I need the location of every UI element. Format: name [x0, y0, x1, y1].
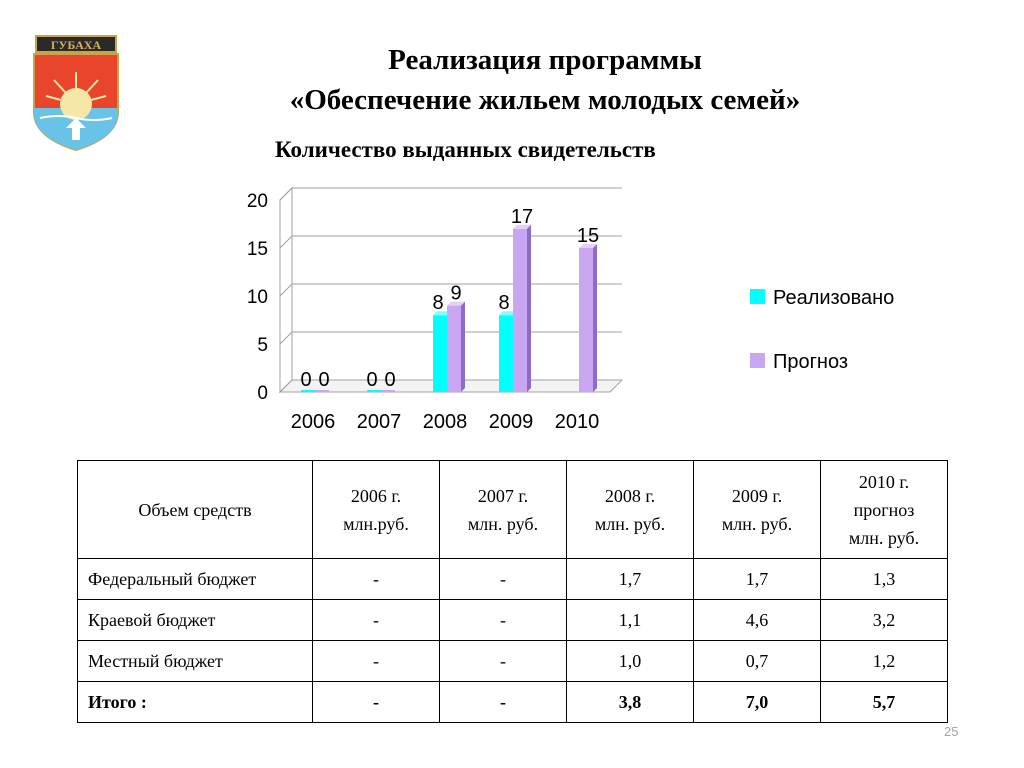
table-cell: 3,2: [821, 600, 948, 641]
legend-swatch-realized: [750, 289, 765, 304]
table-row: [78, 600, 948, 641]
page-title-line2: «Обеспечение жильем молодых семей»: [289, 84, 801, 116]
x-tick-label: 2008: [422, 411, 468, 433]
bar-chart: [230, 185, 630, 445]
budget-table: [77, 460, 948, 723]
table-cell: 1,0: [567, 641, 694, 682]
table-cell: -: [313, 559, 440, 600]
emblem-town-name: ГУБАХА: [50, 38, 102, 52]
bar-side: [461, 302, 465, 392]
legend-label-forecast: Прогноз: [773, 351, 849, 373]
header-cell: 2009 г. млн. руб.: [694, 461, 821, 559]
table-row: [78, 641, 948, 682]
y-tick-label: 0: [257, 383, 268, 404]
table-cell: -: [440, 559, 567, 600]
table-cell: -: [313, 682, 440, 723]
row-label: Местный бюджет: [78, 641, 313, 682]
y-tick-label: 5: [257, 335, 268, 356]
legend-swatch-forecast: [750, 353, 765, 368]
table-cell: -: [440, 682, 567, 723]
data-label: 0: [300, 369, 312, 391]
header-cell: 2010 г. прогноз млн. руб.: [821, 461, 948, 559]
table-cell: 1,3: [821, 559, 948, 600]
legend-item-realized: [750, 287, 894, 310]
x-tick-label: 2007: [356, 411, 402, 433]
town-emblem: [30, 32, 122, 154]
gridline: [280, 236, 622, 248]
x-tick-label: 2009: [488, 411, 534, 433]
y-tick-label: 20: [246, 191, 268, 212]
table-cell: 1,7: [567, 559, 694, 600]
data-label: 9: [450, 282, 462, 305]
table-cell: 7,0: [694, 682, 821, 723]
table-cell: 5,7: [821, 682, 948, 723]
data-label: 0: [384, 369, 396, 391]
table-cell: 1,1: [567, 600, 694, 641]
data-label: 0: [366, 369, 378, 391]
header-cell: 2008 г. млн. руб.: [567, 461, 694, 559]
y-tick-label: 10: [246, 287, 268, 308]
gridline: [280, 188, 622, 200]
table-row: [78, 559, 948, 600]
bar-forecast: [513, 229, 527, 392]
bar-realized: [499, 315, 513, 392]
table-cell: 3,8: [567, 682, 694, 723]
data-label: 17: [510, 205, 534, 228]
x-tick-label: 2006: [290, 411, 336, 433]
data-label: 15: [576, 225, 600, 247]
table-header-row: [78, 461, 948, 559]
table-cell: -: [440, 600, 567, 641]
table-cell: 1,2: [821, 641, 948, 682]
bar-side: [593, 244, 597, 392]
y-tick-label: 15: [246, 239, 268, 260]
legend-label-realized: Реализовано: [773, 287, 895, 309]
table-total-row: [78, 682, 948, 723]
bar-side: [527, 225, 531, 392]
header-cell: 2006 г. млн.руб.: [313, 461, 440, 559]
row-label: Краевой бюджет: [78, 600, 313, 641]
bar-forecast: [447, 306, 461, 392]
row-label: Итого :: [78, 682, 313, 723]
table-cell: 0,7: [694, 641, 821, 682]
table-cell: 4,6: [694, 600, 821, 641]
bar-realized: [433, 315, 447, 392]
bar-forecast: [579, 248, 593, 392]
row-label: Федеральный бюджет: [78, 559, 313, 600]
data-label: 8: [498, 292, 510, 315]
header-cell: 2007 г. млн. руб.: [440, 461, 567, 559]
data-label: 0: [318, 369, 330, 391]
data-label: 8: [432, 292, 444, 315]
x-tick-label: 2010: [554, 411, 600, 433]
table-cell: -: [313, 600, 440, 641]
table-cell: -: [440, 641, 567, 682]
chart-title: Количество выданных свидетельств: [275, 137, 656, 162]
slide-number: 25: [944, 724, 959, 739]
table-cell: -: [313, 641, 440, 682]
table-cell: 1,7: [694, 559, 821, 600]
header-cell: Объем средств: [78, 461, 313, 559]
legend-item-forecast: [750, 351, 848, 374]
page-title-line1: Реализация программы: [388, 44, 702, 76]
